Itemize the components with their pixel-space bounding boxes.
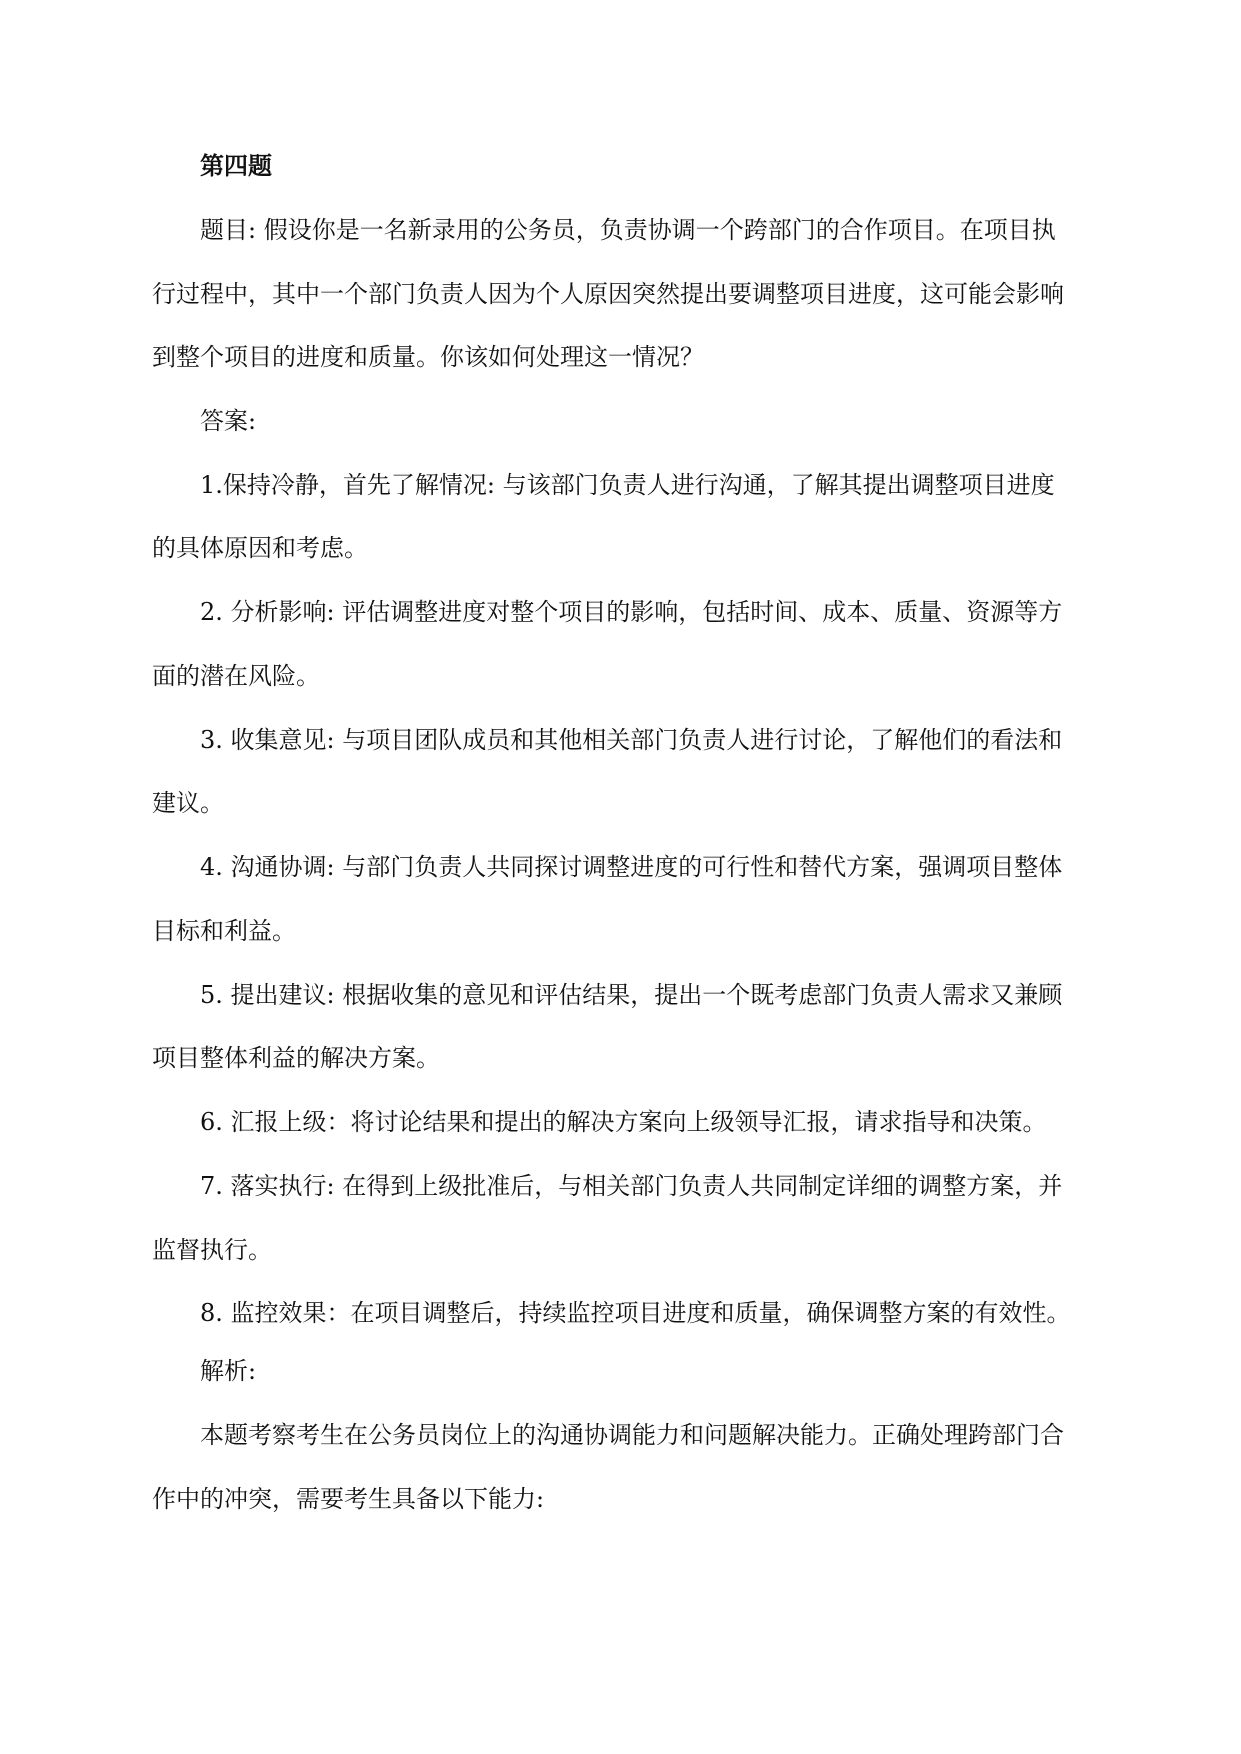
analysis-line-1: 本题考察考生在公务员岗位上的沟通协调能力和问题解决能力。正确处理跨部门合 <box>200 1421 1064 1449</box>
step-2-line-2: 面的潜在风险。 <box>152 662 320 690</box>
step-3-line-2: 建议。 <box>152 789 224 817</box>
analysis-line-2: 作中的冲突，需要考生具备以下能力: <box>152 1485 545 1513</box>
step-8-line-1: 8. 监控效果：在项目调整后，持续监控项目进度和质量，确保调整方案的有效性。 <box>200 1299 1071 1327</box>
step-7-line-2: 监督执行。 <box>152 1236 272 1264</box>
question-line-3: 到整个项目的进度和质量。你该如何处理这一情况？ <box>152 343 704 371</box>
step-4-line-2: 目标和利益。 <box>152 917 296 945</box>
step-5-line-1: 5. 提出建议: 根据收集的意见和评估结果，提出一个既考虑部门负责人需求又兼顾 <box>200 981 1063 1009</box>
question-heading: 第四题 <box>200 151 272 180</box>
step-6-line-1: 6. 汇报上级：将讨论结果和提出的解决方案向上级领导汇报，请求指导和决策。 <box>200 1108 1047 1136</box>
analysis-label: 解析: <box>200 1357 257 1385</box>
step-2-line-1: 2. 分析影响: 评估调整进度对整个项目的影响，包括时间、成本、质量、资源等方 <box>200 598 1063 626</box>
step-4-line-1: 4. 沟通协调: 与部门负责人共同探讨调整进度的可行性和替代方案，强调项目整体 <box>200 853 1063 881</box>
step-7-line-1: 7. 落实执行: 在得到上级批准后，与相关部门负责人共同制定详细的调整方案，并 <box>200 1172 1063 1200</box>
answer-label: 答案: <box>200 407 257 435</box>
step-1-line-2: 的具体原因和考虑。 <box>152 534 368 562</box>
step-3-line-1: 3. 收集意见: 与项目团队成员和其他相关部门负责人进行讨论，了解他们的看法和 <box>200 726 1063 754</box>
question-line-2: 行过程中，其中一个部门负责人因为个人原因突然提出要调整项目进度，这可能会影响 <box>152 280 1064 308</box>
step-1-line-1: 1.保持冷静，首先了解情况: 与该部门负责人进行沟通，了解其提出调整项目进度 <box>200 471 1055 499</box>
question-line-1: 题目: 假设你是一名新录用的公务员，负责协调一个跨部门的合作项目。在项目执 <box>200 216 1056 244</box>
step-5-line-2: 项目整体利益的解决方案。 <box>152 1044 440 1072</box>
